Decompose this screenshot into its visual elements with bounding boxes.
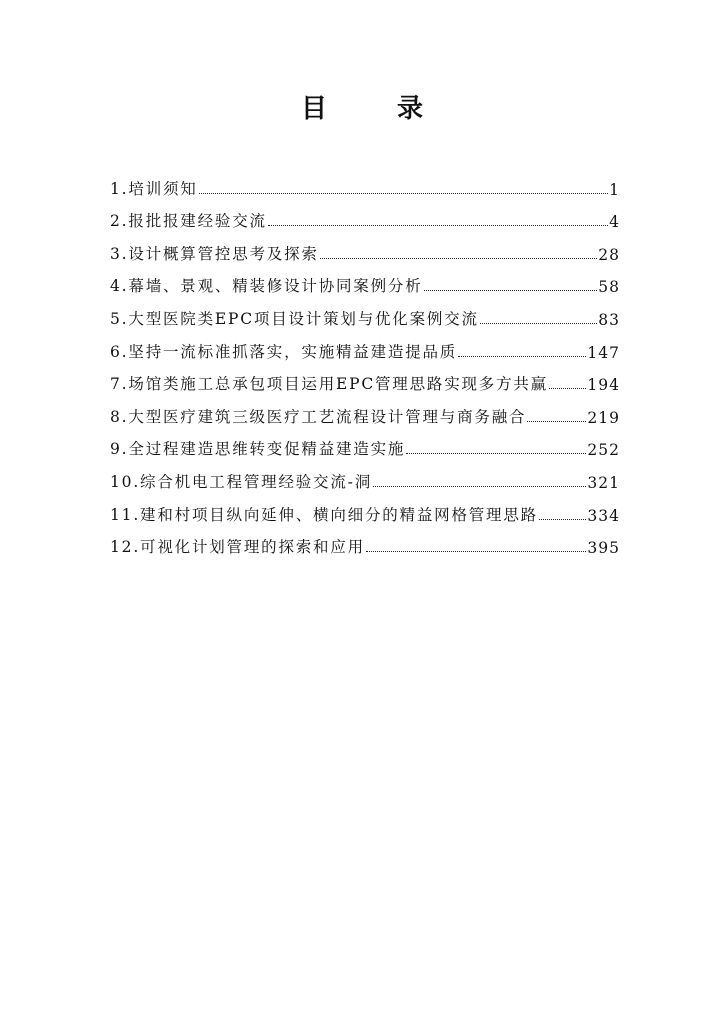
toc-dot-leader	[320, 257, 598, 259]
toc-entry-page: 83	[598, 310, 620, 329]
toc-entry[interactable]	[110, 329, 620, 362]
toc-entry[interactable]	[110, 492, 620, 525]
toc-list	[110, 166, 620, 557]
toc-dot-leader	[480, 322, 597, 324]
toc-entry-page: 28	[598, 245, 620, 264]
toc-entry[interactable]	[110, 362, 620, 395]
toc-entry[interactable]	[110, 231, 620, 264]
toc-entry-page: 1	[609, 180, 620, 199]
toc-entry-label: 7.场馆类施工总承包项目运用EPC管理思路实现多方共赢	[110, 375, 548, 394]
toc-dot-leader	[458, 355, 586, 357]
toc-entry-page: 219	[587, 408, 620, 427]
toc-entry-label: 2.报批报建经验交流	[110, 212, 267, 231]
toc-entry[interactable]	[110, 199, 620, 232]
toc-entry[interactable]	[110, 394, 620, 427]
toc-entry-page: 252	[587, 441, 620, 460]
toc-entry[interactable]	[110, 525, 620, 558]
toc-dot-leader	[406, 452, 586, 454]
toc-entry-label: 11.建和村项目纵向延伸、横向细分的精益网格管理思路	[110, 505, 538, 524]
toc-entry[interactable]	[110, 427, 620, 460]
toc-title: 目 录	[300, 94, 445, 124]
toc-entry-label: 9.全过程建造思维转变促精益建造实施	[110, 440, 406, 459]
toc-dot-leader	[268, 224, 608, 226]
toc-entry[interactable]	[110, 166, 620, 199]
toc-entry-page: 321	[587, 473, 620, 492]
toc-entry-label: 3.设计概算管控思考及探索	[110, 244, 319, 263]
toc-entry-page: 58	[598, 278, 620, 297]
toc-entry-label: 10.综合机电工程管理经验交流-洞	[110, 472, 372, 491]
toc-dot-leader	[366, 550, 586, 552]
toc-entry-page: 334	[587, 506, 620, 525]
toc-entry[interactable]	[110, 459, 620, 492]
toc-entry-page: 395	[587, 539, 620, 558]
toc-dot-leader	[527, 420, 586, 422]
toc-entry-label: 8.大型医疗建筑三级医疗工艺流程设计管理与商务融合	[110, 407, 527, 426]
toc-entry-label: 1.培训须知	[110, 179, 198, 198]
toc-entry-page: 4	[609, 213, 620, 232]
toc-dot-leader	[424, 289, 598, 291]
toc-dot-leader	[549, 387, 586, 389]
toc-entry-label: 5.大型医院类EPC项目设计策划与优化案例交流	[110, 309, 479, 328]
toc-entry-page: 147	[587, 343, 620, 362]
toc-entry-label: 6.坚持一流标准抓落实，实施精益建造提品质	[110, 342, 458, 361]
toc-entry-label: 4.幕墙、景观、精装修设计协同案例分析	[110, 277, 423, 296]
toc-entry[interactable]	[110, 264, 620, 297]
toc-entry[interactable]	[110, 296, 620, 329]
toc-entry-page: 194	[587, 376, 620, 395]
toc-dot-leader	[373, 485, 586, 487]
toc-dot-leader	[539, 518, 586, 520]
toc-entry-label: 12.可视化计划管理的探索和应用	[110, 538, 365, 557]
toc-dot-leader	[199, 192, 609, 194]
